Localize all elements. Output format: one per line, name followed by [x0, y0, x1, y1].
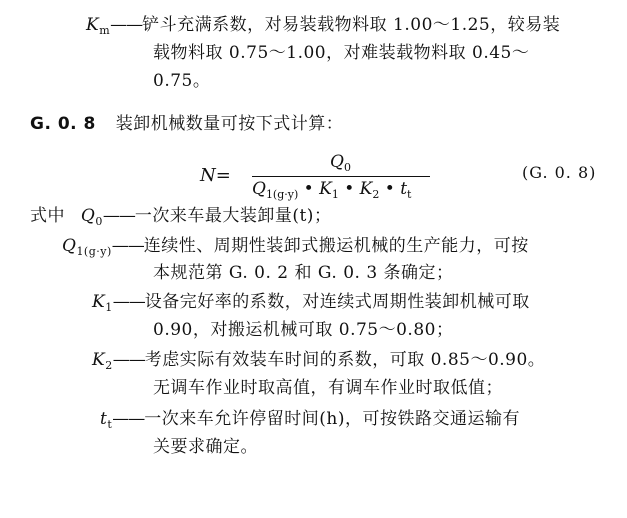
q0-subscript: 0	[95, 215, 103, 228]
where-tt-line-1	[100, 408, 520, 436]
tt-text-1: 一次来车允许停留时间(h)，可按铁路交通运输有	[144, 409, 520, 429]
q1-dash: ——	[111, 236, 144, 256]
km-definition-line-2: 载物料取 0.75～1.00，对难装载物料取 0.45～	[153, 43, 530, 63]
formula-numerator: $Q_0$	[330, 152, 351, 174]
k1-text-1: 设备完好率的系数，对连续式周期性装卸机械可取	[144, 292, 530, 312]
clause-title: 装卸机械数量可按下式计算：	[115, 114, 344, 134]
km-text-1: 铲斗充满系数，对易装载物料取 1.00～1.25，较易装	[142, 15, 561, 35]
formula-lhs: N=	[200, 165, 231, 186]
q0-dash: ——	[102, 206, 135, 226]
where-k1-line-1	[92, 291, 530, 319]
km-symbol: K	[86, 15, 100, 35]
where-q1-line-2: 本规范第 G. 0. 2 和 G. 0. 3 条确定；	[153, 263, 454, 283]
q0-text: 一次来车最大装卸量(t)；	[134, 206, 332, 226]
tt-subscript: t	[107, 418, 113, 431]
where-tt-line-2: 关要求确定。	[153, 437, 258, 457]
q1-subscript: 1(g·y)	[76, 245, 112, 258]
km-definition-line-3: 0.75。	[153, 71, 211, 91]
k2-subscript: 2	[105, 359, 113, 372]
formula-g08	[200, 152, 460, 204]
where-intro: 式中	[30, 206, 65, 226]
km-dash: ——	[110, 15, 143, 35]
clause-heading	[30, 113, 343, 135]
where-k2-line-1	[92, 349, 545, 377]
fraction-bar	[252, 176, 430, 177]
k2-text-1: 考虑实际有效装车时间的系数，可取 0.85～0.90。	[144, 350, 546, 370]
equation-number: (G. 0. 8)	[522, 163, 597, 182]
q1-symbol: Q	[62, 236, 77, 256]
tt-dash: ——	[112, 409, 145, 429]
q0-symbol: Q	[80, 206, 96, 226]
k1-symbol: K	[92, 292, 106, 312]
k1-subscript: 1	[105, 301, 113, 314]
where-q1-line-1	[62, 235, 529, 263]
formula-denominator: $Q_{1(g\cdot y)}$ • $K_1$ • $K_2$ • $t_t$	[252, 179, 412, 201]
clause-number: G. 0. 8	[30, 114, 96, 134]
k1-dash: ——	[112, 292, 145, 312]
km-subscript: m	[99, 24, 111, 37]
km-definition-line-1	[86, 14, 560, 42]
where-k1-line-2: 0.90，对搬运机械可取 0.75～0.80；	[153, 320, 454, 340]
k2-symbol: K	[92, 350, 106, 370]
where-k2-line-2: 无调车作业时取高值，有调车作业时取低值；	[153, 378, 503, 398]
k2-dash: ——	[112, 350, 145, 370]
q1-text-1: 连续性、周期性装卸式搬运机械的生产能力，可按	[143, 236, 529, 256]
where-q0-line	[30, 205, 331, 233]
tt-symbol: t	[100, 409, 108, 429]
